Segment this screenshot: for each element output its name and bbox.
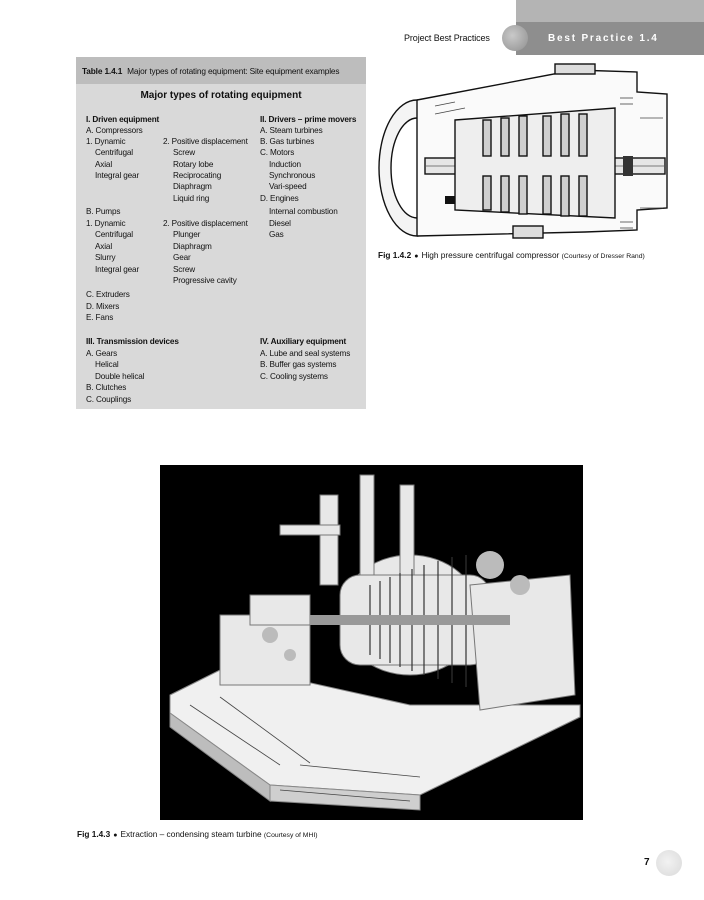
table-cell: Internal combustion [269, 207, 338, 216]
fig2-label: Fig 1.4.2 [378, 250, 412, 260]
table-caption [82, 66, 339, 76]
table-cell: Induction [269, 160, 301, 169]
section-label: Best Practice 1.4 [548, 33, 659, 44]
bullet-icon: ● [414, 253, 419, 260]
table-cell: A. Gears [86, 349, 118, 358]
pumps-dynamic: 1. Dynamic [86, 219, 126, 228]
table-cell: Slurry [95, 253, 116, 262]
header-band-top [516, 0, 704, 22]
table-label: Table 1.4.1 [82, 66, 123, 76]
table-cell: Gear [173, 253, 191, 262]
table-cell: Reciprocating [173, 171, 222, 180]
table-cell: Gas [269, 230, 284, 239]
compressors-positive: 2. Positive displacement [163, 137, 248, 146]
transmission-title: III. Transmission devices [86, 337, 179, 346]
fig2-text: High pressure centrifugal compressor [421, 250, 560, 260]
steam-turbine-image [160, 465, 583, 820]
table-cell: Diaphragm [173, 182, 212, 191]
table-cell: Double helical [95, 372, 145, 381]
table-cell: Synchronous [269, 171, 316, 180]
table-cell: B. Clutches [86, 383, 127, 392]
bullet-icon: ● [113, 832, 118, 839]
running-title: Project Best Practices [404, 33, 490, 43]
table-cell: Plunger [173, 230, 201, 239]
table-cell: D. Engines [260, 194, 299, 203]
page-number-circle-decoration [656, 850, 682, 876]
fig3-text: Extraction – condensing steam turbine [120, 829, 262, 839]
table-cell: Screw [173, 265, 195, 274]
pumps-label: B. Pumps [86, 207, 121, 216]
table-cell: Integral gear [95, 171, 140, 180]
table-cell: A. Steam turbines [260, 126, 323, 135]
table-cell: B. Gas turbines [260, 137, 315, 146]
table-cell: Axial [95, 160, 112, 169]
table-cell: D. Mixers [86, 302, 120, 311]
table-cell: Screw [173, 148, 195, 157]
equipment-table [76, 57, 366, 409]
table-caption-text: Major types of rotating equipment: Site equipment examples [127, 66, 340, 76]
driven-title: I. Driven equipment [86, 115, 160, 124]
compressors-label: A. Compressors [86, 126, 143, 135]
table-cell: Diaphragm [173, 242, 212, 251]
table-cell: C. Motors [260, 148, 295, 157]
table-cell: B. Buffer gas systems [260, 360, 337, 369]
table-cell: Progressive cavity [173, 276, 237, 285]
table-cell: Helical [95, 360, 119, 369]
pumps-positive: 2. Positive displacement [163, 219, 248, 228]
table-cell: Centrifugal [95, 230, 133, 239]
table-cell: Axial [95, 242, 112, 251]
header-circle-decoration [502, 25, 528, 51]
fig3-label: Fig 1.4.3 [77, 829, 111, 839]
table-cell: Liquid ring [173, 194, 210, 203]
drivers-title: II. Drivers – prime movers [260, 115, 357, 124]
fig2-credit: (Courtesy of Dresser Rand) [561, 253, 645, 260]
fig2-caption [378, 250, 678, 262]
table-cell: A. Lube and seal systems [260, 349, 351, 358]
table-cell: Centrifugal [95, 148, 133, 157]
table-cell: C. Extruders [86, 290, 130, 299]
table-heading: Major types of rotating equipment [140, 90, 302, 101]
table-cell: Diesel [269, 219, 291, 228]
fig3-credit: (Courtesy of MHI) [263, 832, 318, 839]
table-cell: Integral gear [95, 265, 140, 274]
compressors-dynamic: 1. Dynamic [86, 137, 126, 146]
auxiliary-title: IV. Auxiliary equipment [260, 337, 347, 346]
table-cell: Rotary lobe [173, 160, 214, 169]
fig3-caption [77, 829, 318, 839]
table-cell: E. Fans [86, 313, 114, 322]
table-cell: C. Couplings [86, 395, 132, 404]
compressor-cutaway-image [375, 58, 675, 243]
table-cell: C. Cooling systems [260, 372, 328, 381]
page-number: 7 [644, 857, 650, 868]
table-cell: Vari-speed [269, 182, 307, 191]
